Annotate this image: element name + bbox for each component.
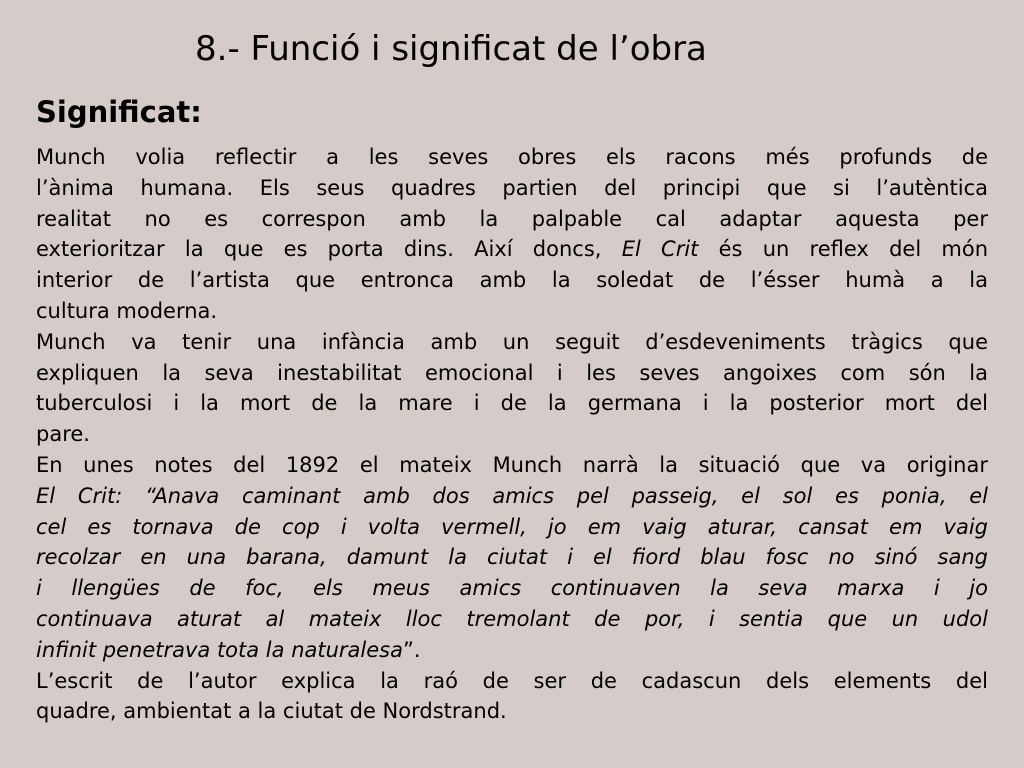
quote-line: i llengües de foc, els meus amics continuaven la seva marxa i jo bbox=[36, 576, 988, 601]
text-line: quadre, ambientat a la ciutat de Nordstrand. bbox=[36, 699, 507, 724]
quote-run: infinit penetrava tota la naturalesa bbox=[36, 637, 403, 662]
quote-line: recolzar en una barana, damunt la ciutat i el fiord blau fosc no sinó sang bbox=[36, 545, 988, 570]
text-line: En unes notes del 1892 el mateix Munch narrà la situació que va originar bbox=[36, 452, 988, 477]
text-line: Munch va tenir una infància amb un seguit d’esdeveniments tràgics que bbox=[36, 329, 988, 354]
text-line: interior de l’artista que entronca amb la soledat de l’ésser humà a la bbox=[36, 268, 988, 293]
text-line: Munch volia reflectir a les seves obres els racons més profunds de bbox=[36, 145, 988, 169]
text-line: pare. bbox=[36, 422, 90, 447]
slide-title: 8.- Funció i significat de l’obra bbox=[195, 29, 707, 69]
paragraph-1 bbox=[36, 142, 988, 327]
text-run: és un reflex del món bbox=[718, 237, 988, 262]
paragraph-4 bbox=[36, 666, 988, 728]
text-line: L’escrit de l’autor explica la raó de ser de cadascun dels elements del bbox=[36, 668, 988, 693]
artwork-title: El Crit bbox=[621, 237, 699, 262]
paragraph-3 bbox=[36, 450, 988, 666]
body-text bbox=[36, 142, 988, 727]
quote-line bbox=[36, 635, 988, 666]
text-line: tuberculosi i la mort de la mare i de la germana i la posterior mort del bbox=[36, 391, 988, 416]
quote-end: ”. bbox=[402, 637, 421, 662]
paragraph-2 bbox=[36, 327, 988, 450]
text-run: exterioritzar la que es porta dins. Així doncs, bbox=[36, 237, 602, 262]
quote-line: El Crit: “Anava caminant amb dos amics pel passeig, el sol es ponia, el bbox=[36, 483, 988, 508]
quote-line: cel es tornava de cop i volta vermell, jo em vaig aturar, cansat em vaig bbox=[36, 514, 988, 539]
text-line bbox=[36, 234, 988, 265]
text-line: expliquen la seva inestabilitat emocional i les seves angoixes com són la bbox=[36, 360, 988, 385]
quote-line: continuava aturat al mateix lloc tremolant de por, i sentia que un udol bbox=[36, 606, 988, 631]
text-line: realitat no es correspon amb la palpable cal adaptar aquesta per bbox=[36, 206, 988, 231]
text-line: l’ànima humana. Els seus quadres partien del principi que si l’autèntica bbox=[36, 175, 988, 200]
text-line: cultura moderna. bbox=[36, 298, 218, 323]
section-heading: Significat: bbox=[36, 95, 202, 129]
